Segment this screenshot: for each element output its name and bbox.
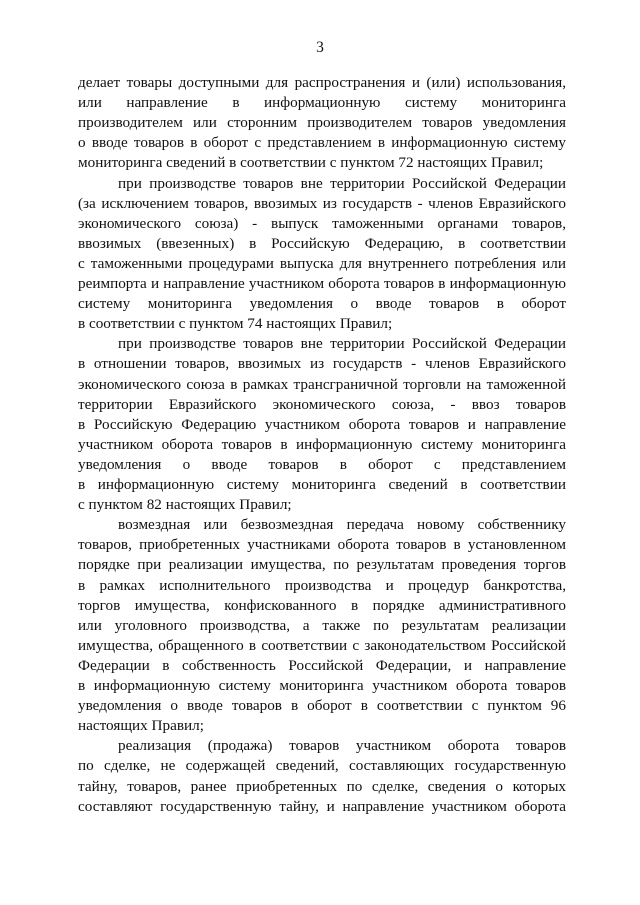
text-line: территории Евразийского экономического союза, - ввоз товаров [78, 395, 566, 413]
text-line: участником оборота товаров в информационную систему мониторинга [78, 435, 566, 453]
text-line: порядке при реализации имущества, по результатам проведения торгов [78, 556, 566, 574]
text-line: систему мониторинга уведомления о вводе товаров в оборот [78, 295, 566, 313]
text-line: в соответствии с пунктом 74 настоящих Правил; [78, 315, 393, 333]
text-line: настоящих Правил; [78, 717, 204, 735]
text-line: мониторинга сведений в соответствии с пунктом 72 настоящих Правил; [78, 154, 544, 172]
text-line: или уголовного производства, а также по результатам реализации [78, 616, 566, 634]
text-line: при производстве товаров вне территории Российской Федерации [118, 335, 566, 353]
text-line: ввозимых (ввезенных) в Российскую Федерацию, в соответствии [78, 234, 566, 252]
text-line: с пунктом 82 настоящих Правил; [78, 496, 292, 514]
text-line: при производстве товаров вне территории Российской Федерации [118, 174, 566, 192]
text-line: экономического союза) - выпуск таможенными органами товаров, [78, 214, 566, 232]
text-line: в информационную систему мониторинга участником оборота товаров [78, 677, 566, 694]
text-line: с таможенными процедурами выпуска для внутреннего потребления или [78, 254, 566, 272]
text-line: производителем или сторонним производителем товаров уведомления [78, 114, 566, 132]
text-line: торгов имущества, конфискованного в порядке административного [78, 596, 566, 614]
text-line: по сделке, не содержащей сведений, составляющих государственную [78, 757, 566, 775]
text-line: товаров, приобретенных участниками оборота товаров в установленном [78, 536, 566, 554]
text-line: о вводе товаров в оборот с представлением в информационную систему [78, 134, 566, 152]
text-line: экономического союза в рамках трансграничной торговли на таможенной [78, 375, 566, 393]
text-line: в информационную систему мониторинга сведений в соответствии [78, 476, 566, 493]
text-line: Федерации в собственность Российской Федерации, и направление [78, 656, 566, 674]
text-line: возмездная или безвозмездная передача новому собственнику [118, 516, 566, 534]
text-line: имущества, обращенного в соответствии с законодательством Российской [78, 636, 566, 654]
page-number: 3 [316, 39, 324, 56]
text-line: уведомления о вводе товаров в оборот с представлением [78, 455, 566, 473]
text-line: делает товары доступными для распространения и (или) использования, [78, 74, 566, 91]
text-line: или направление в информационную систему мониторинга [78, 94, 566, 112]
text-line: тайну, товаров, ранее приобретенных по сделке, сведения о которых [78, 777, 566, 795]
text-line: уведомления о вводе товаров в оборот в соответствии с пунктом 96 [78, 697, 566, 715]
text-line: составляют государственную тайну, и направление участником оборота [78, 797, 566, 815]
text-line: (за исключением товаров, ввозимых из государств - членов Евразийского [78, 194, 566, 212]
text-line: реализация (продажа) товаров участником оборота товаров [118, 737, 566, 755]
text-line: реимпорта и направление участником оборота товаров в информационную [78, 275, 566, 292]
text-line: в рамках исполнительного производства и процедур банкротства, [78, 576, 566, 594]
text-line: в Российскую Федерацию участником оборота товаров и направление [78, 415, 566, 433]
text-line: в отношении товаров, ввозимых из государств - членов Евразийского [78, 355, 566, 373]
